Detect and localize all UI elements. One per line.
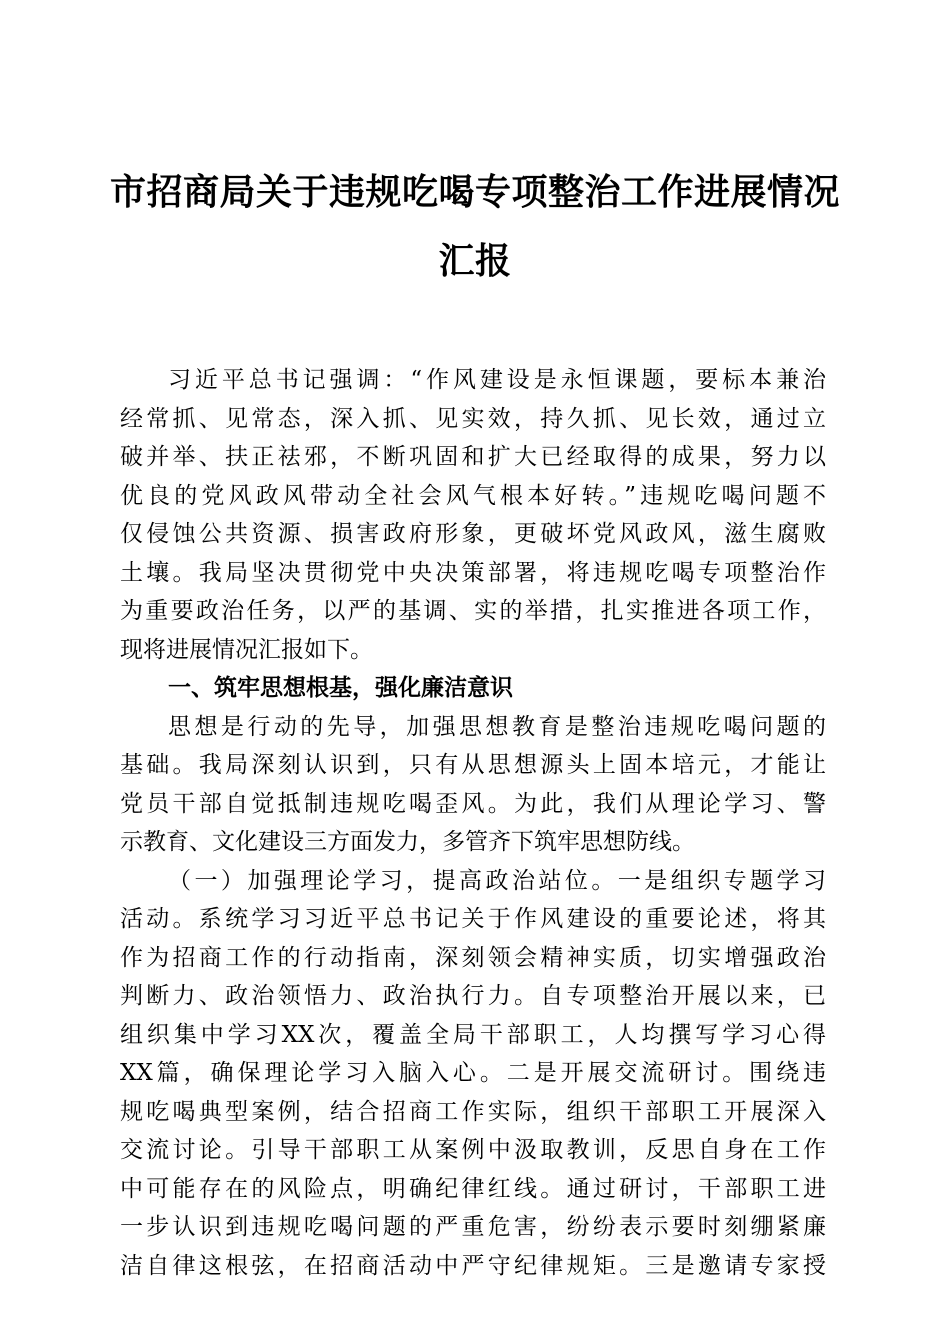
paragraph-line: 基础。我局深刻认识到，只有从思想源头上固本培元，才能让	[120, 752, 826, 778]
paragraph-line: 洁自律这根弦，在招商活动中严守纪律规矩。三是邀请专家授	[120, 1252, 826, 1279]
paragraph-line: 思想是行动的先导，加强思想教育是整治违规吃喝问题的	[168, 713, 826, 740]
paragraph-line: XX篇，确保理论学习入脑入心。二是开展交流研讨。围绕违	[120, 1060, 826, 1086]
paragraph-line: （一）加强理论学习，提高政治站位。一是组织专题学习	[168, 867, 826, 894]
document-title-line-1: 市招商局关于违规吃喝专项整治工作进展情况	[109, 171, 840, 213]
paragraph-line: 判断力、政治领悟力、政治执行力。自专项整治开展以来，已	[120, 983, 826, 1009]
document-body	[120, 361, 826, 1285]
paragraph-line: 示教育、文化建设三方面发力，多管齐下筑牢思想防线。	[120, 829, 695, 855]
paragraph-line: 党员干部自觉抵制违规吃喝歪风。为此，我们从理论学习、警	[120, 790, 826, 817]
document-title-line-2: 汇报	[438, 240, 512, 282]
paragraph-line: 习近平总书记强调：“作风建设是永恒课题，要标本兼治	[168, 367, 826, 393]
paragraph-line: 优良的党风政风带动全社会风气根本好转。”违规吃喝问题不	[120, 482, 826, 509]
paragraph-line: 规吃喝典型案例，结合招商工作实际，组织干部职工开展深入	[120, 1098, 826, 1125]
paragraph-line: 仅侵蚀公共资源、损害政府形象，更破坏党风政风，滋生腐败	[120, 521, 826, 547]
section-heading: 一、筑牢思想根基，强化廉洁意识	[168, 674, 513, 701]
paragraph-line: 经常抓、见常态，深入抓、见实效，持久抓、见长效，通过立	[120, 405, 826, 432]
paragraph-line: 中可能存在的风险点，明确纪律红线。通过研讨，干部职工进	[120, 1175, 826, 1202]
paragraph-line: 为重要政治任务，以严的基调、实的举措，扎实推进各项工作，	[120, 598, 826, 624]
paragraph-line: 作为招商工作的行动指南，深刻领会精神实质，切实增强政治	[120, 944, 826, 971]
paragraph-line: 交流讨论。引导干部职工从案例中汲取教训，反思自身在工作	[120, 1137, 826, 1163]
paragraph-line: 现将进展情况汇报如下。	[120, 636, 373, 663]
paragraph-line: 组织集中学习XX次，覆盖全局干部职工，人均撰写学习心得	[120, 1021, 826, 1048]
paragraph-line: 破并举、扶正祛邪，不断巩固和扩大已经取得的成果，努力以	[120, 444, 826, 470]
paragraph-line: 一步认识到违规吃喝问题的严重危害，纷纷表示要时刻绷紧廉	[120, 1214, 826, 1240]
paragraph-line: 活动。系统学习习近平总书记关于作风建设的重要论述，将其	[120, 906, 826, 932]
paragraph-line: 土壤。我局坚决贯彻党中央决策部署，将违规吃喝专项整治作	[120, 559, 826, 586]
